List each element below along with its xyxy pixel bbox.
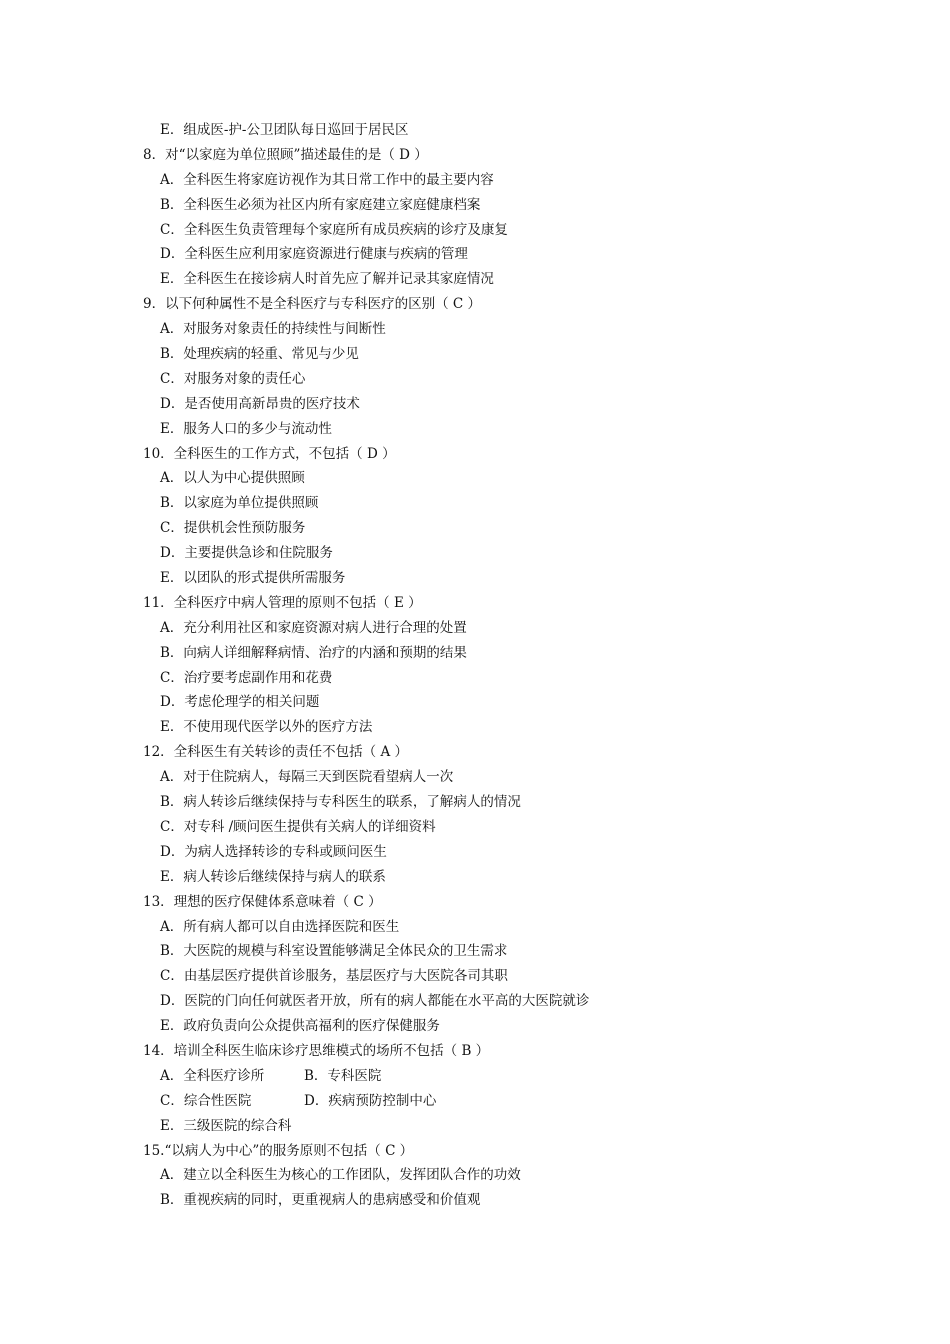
option-line: C．治疗要考虑副作用和花费: [160, 669, 333, 686]
question-line: 12．全科医生有关转诊的责任不包括（ A ）: [143, 744, 409, 761]
option-line: B．专科医院: [304, 1067, 382, 1084]
option-line: D．为病人选择转诊的专科或顾问医生: [160, 843, 387, 860]
option-line: B．处理疾病的轻重、常见与少见: [160, 346, 359, 363]
option-line: C．全科医生负责管理每个家庭所有成员疾病的诊疗及康复: [160, 221, 508, 238]
option-line: E．病人转诊后继续保持与病人的联系: [160, 868, 386, 885]
option-line: D．全科医生应利用家庭资源进行健康与疾病的管理: [160, 246, 468, 263]
option-line: A．全科医生将家庭访视作为其日常工作中的最主要内容: [160, 171, 494, 188]
option-line: A．对服务对象责任的持续性与间断性: [160, 321, 386, 338]
option-line: A．以人为中心提供照顾: [160, 470, 305, 487]
option-line: E．全科医生在接诊病人时首先应了解并记录其家庭情况: [160, 271, 494, 288]
question-line: 15.“以病人为中心”的服务原则不包括（ C ）: [143, 1142, 414, 1159]
option-line: C．提供机会性预防服务: [160, 520, 306, 537]
option-line: E．政府负责向公众提供高福利的医疗保健服务: [160, 1018, 440, 1035]
option-line: C．对服务对象的责任心: [160, 370, 306, 387]
option-line: C．由基层医疗提供首诊服务，基层医疗与大医院各司其职: [160, 968, 508, 985]
option-line: A．建立以全科医生为核心的工作团队，发挥团队合作的功效: [160, 1167, 521, 1184]
option-pair-line: [0, 1064, 950, 1089]
option-line: E．不使用现代医学以外的医疗方法: [160, 719, 373, 736]
question-line: 13．理想的医疗保健体系意味着（ C ）: [143, 893, 382, 910]
option-line: A．所有病人都可以自由选择医院和医生: [160, 918, 400, 935]
option-line: B．大医院的规模与科室设置能够满足全体民众的卫生需求: [160, 943, 508, 960]
option-line: E．服务人口的多少与流动性: [160, 420, 332, 437]
option-line: A．对于住院病人，每隔三天到医院看望病人一次: [160, 769, 454, 786]
option-line: B．病人转诊后继续保持与专科医生的联系，了解病人的情况: [160, 794, 521, 811]
option-line: A．全科医疗诊所: [160, 1067, 265, 1084]
option-line: C．综合性医院: [160, 1092, 252, 1109]
question-line: 11．全科医疗中病人管理的原则不包括（ E ）: [143, 594, 422, 611]
option-line: D．主要提供急诊和住院服务: [160, 545, 333, 562]
document-body: [0, 118, 950, 1213]
question-line: 8．对“以家庭为单位照顾”描述最佳的是（ D ）: [143, 146, 428, 163]
option-line: B．向病人详细解释病情、治疗的内涵和预期的结果: [160, 644, 467, 661]
option-line: C．对专科 /顾问医生提供有关病人的详细资料: [160, 818, 436, 835]
option-line: A．充分利用社区和家庭资源对病人进行合理的处置: [160, 619, 467, 636]
question-line: 14．培训全科医生临床诊疗思维模式的场所不包括（ B ）: [143, 1042, 490, 1059]
option-line: B．重视疾病的同时，更重视病人的患病感受和价值观: [160, 1192, 481, 1209]
option-line: E．组成医-护-公卫团队每日巡回于居民区: [160, 122, 409, 138]
option-line: B．全科医生必须为社区内所有家庭建立家庭健康档案: [160, 196, 481, 213]
option-line: B．以家庭为单位提供照顾: [160, 495, 319, 512]
option-line: D．医院的门向任何就医者开放，所有的病人都能在水平高的大医院就诊: [160, 993, 590, 1010]
option-line: D．考虑伦理学的相关问题: [160, 694, 320, 711]
question-line: 10．全科医生的工作方式，不包括（ D ）: [143, 445, 396, 462]
option-line: E．三级医院的综合科: [160, 1117, 292, 1134]
option-pair-line: [0, 1089, 950, 1114]
question-line: 9．以下何种属性不是全科医疗与专科医疗的区别（ C ）: [143, 296, 482, 313]
option-line: D．疾病预防控制中心: [304, 1092, 437, 1109]
option-line: D．是否使用高新昂贵的医疗技术: [160, 395, 360, 412]
option-line: E．以团队的形式提供所需服务: [160, 570, 346, 587]
